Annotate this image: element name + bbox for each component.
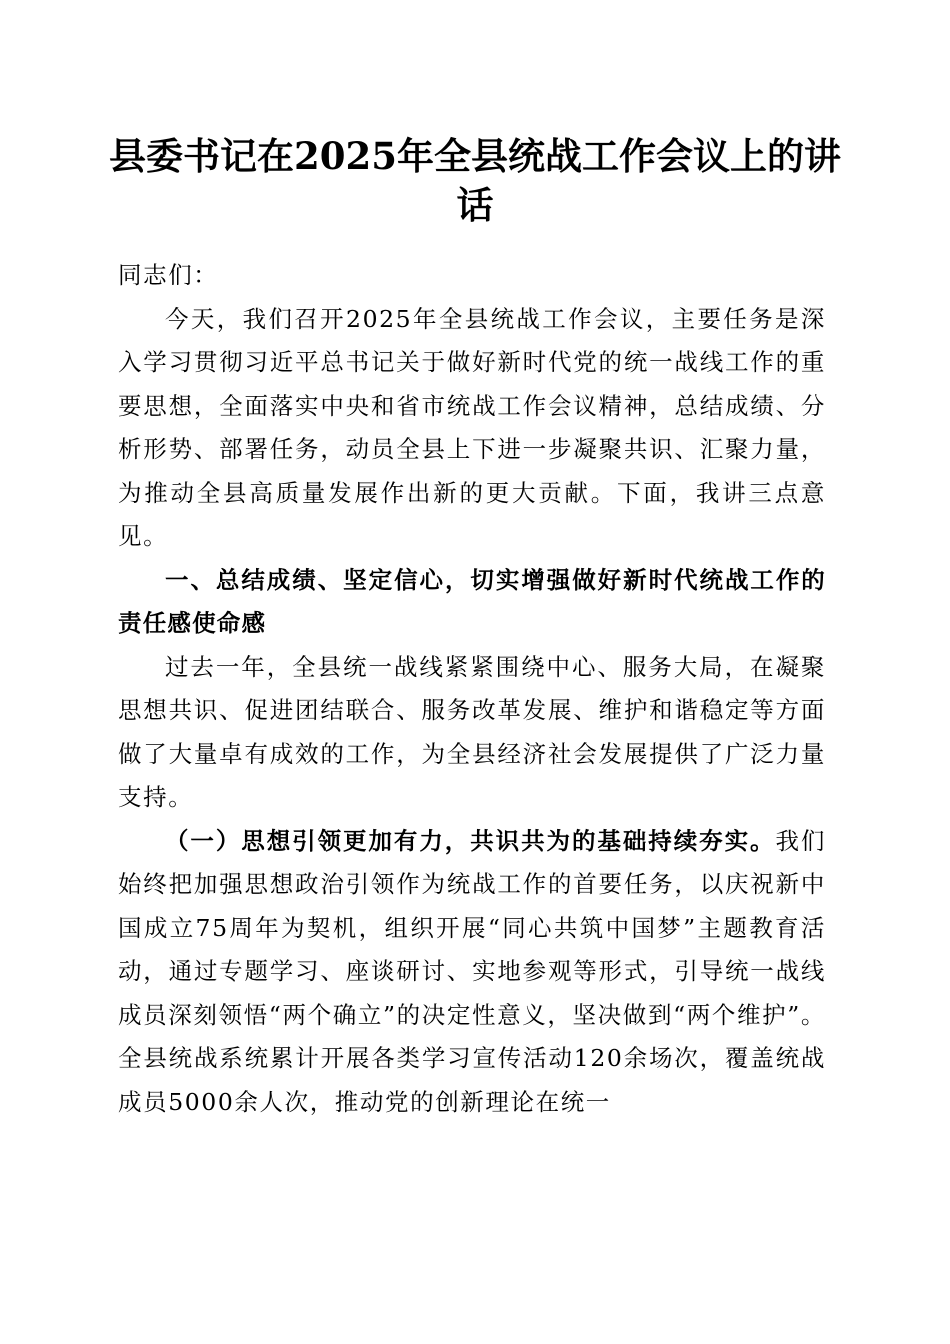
opening-paragraph: 今天，我们召开2025年全县统战工作会议，主要任务是深入学习贯彻习近平总书记关于做好新时代党的统一战线工作的重要思想，全面落实中央和省市统战工作会议精神，总结成绩、分析形势、部署任务，动员全县上下进一步凝聚共识、汇聚力量，为推动全县高质量发展作出新的更大贡献。下面，我讲三点意见。 <box>118 304 826 550</box>
document-title: 县委书记在2025年全县统战工作会议上的讲话 <box>109 134 841 227</box>
section-1-heading: 一、总结成绩、坚定信心，切实增强做好新时代统战工作的责任感使命感 <box>118 565 826 637</box>
section-1-intro-paragraph: 过去一年，全县统一战线紧紧围绕中心、服务大局，在凝聚思想共识、促进团结联合、服务改革发展、维护和谐稳定等方面做了大量卓有成效的工作，为全县经济社会发展提供了广泛力量支持。 <box>118 652 826 811</box>
salutation: 同志们： <box>118 261 219 289</box>
subsection-1-paragraph <box>118 820 826 1125</box>
subsection-1-heading: （一）思想引领更加有力，共识共为的基础持续夯实。 <box>165 826 776 855</box>
document-body <box>118 254 826 1124</box>
subsection-1-body: 我们始终把加强思想政治引领作为统战工作的首要任务，以庆祝新中国成立75周年为契机，组织开展“同心共筑中国梦”主题教育活动，通过专题学习、座谈研讨、实地参观等形式，引导统一战线成员深刻领悟“两个确立”的决定性意义，坚决做到“两个维护”。全县统战系统累计开展各类学习宣传活动120余场次，覆盖统战成员5000余人次，推动党的创新理论在统一 <box>118 826 827 1116</box>
